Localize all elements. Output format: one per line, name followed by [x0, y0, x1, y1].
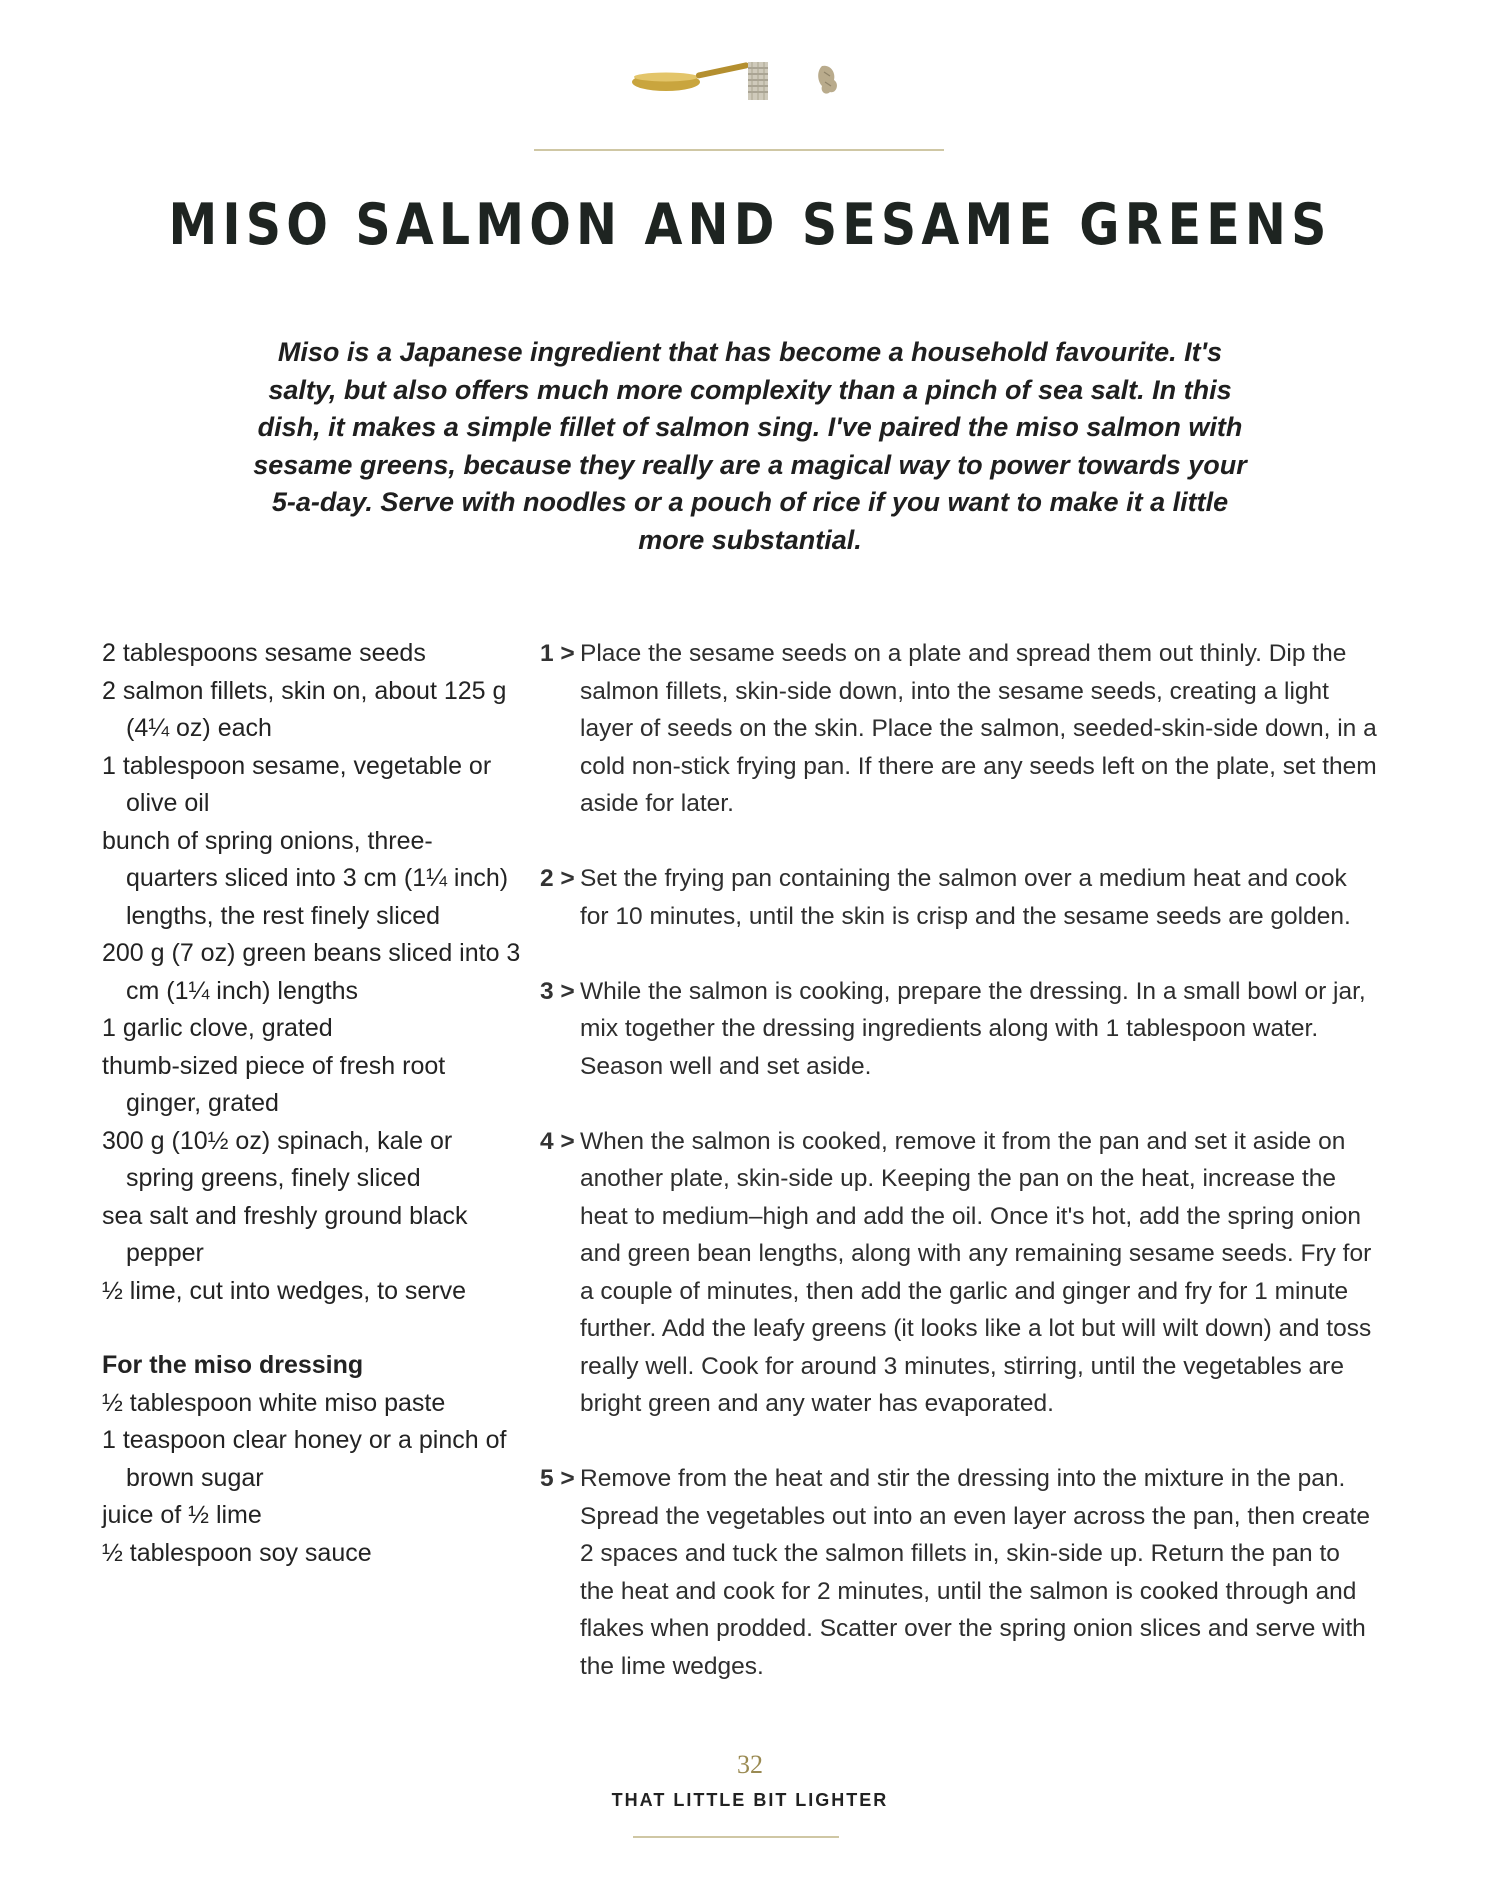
- step-text: When the salmon is cooked, remove it from the pan and set it aside on another plate, skin-side up. Keeping the pan on the heat, increase the heat to medium–high and add the oil. Once it's hot, add the spring onion and green bean lengths, along with any remaining sesame seeds. Fry for a couple of minutes, then add the garlic and ginger and fry for 1 minute further. Add the leafy greens (it looks like a lot but will wilt down) and toss really well. Cook for around 3 minutes, stirring, until the vegetables are bright green and any water has evaporated.: [580, 1127, 1372, 1417]
- recipe-icons: [630, 56, 850, 106]
- page-number: 32: [737, 1750, 763, 1779]
- ingredient-item: 2 tablespoons sesame seeds: [102, 639, 426, 667]
- method-step: [540, 635, 1380, 823]
- method-steps: [540, 635, 1380, 1723]
- dressing-item: ½ tablespoon white miso paste: [102, 1388, 446, 1417]
- dressing-item: juice of ½ lime: [102, 1501, 262, 1529]
- ingredient-item: 1 garlic clove, grated: [102, 1014, 333, 1042]
- ingredient-item: 1 tablespoon sesame, vegetable or olive oil: [102, 751, 492, 817]
- method-step: [540, 1460, 1380, 1685]
- bottom-divider: [633, 1836, 839, 1838]
- method-step: [540, 1123, 1380, 1423]
- dressing-item: ½ tablespoon soy sauce: [102, 1538, 372, 1567]
- ginger-icon: [818, 66, 837, 94]
- step-number: 4 >: [540, 1127, 575, 1155]
- ingredient-item: 300 g (10½ oz) spinach, kale or spring greens, finely sliced: [102, 1126, 453, 1192]
- step-text: While the salmon is cooking, prepare the dressing. In a small bowl or jar, mix together the dressing ingredients along with 1 tablespoon water. Season well and set aside.: [580, 977, 1366, 1080]
- method-step: [540, 860, 1380, 935]
- step-number: 1 >: [540, 640, 575, 667]
- top-divider: [534, 149, 944, 151]
- running-head: THAT LITTLE BIT LIGHTER: [611, 1790, 889, 1810]
- step-text: Remove from the heat and stir the dressing into the mixture in the pan. Spread the vegetables out into an even layer across the pan, then create 2 spaces and tuck the salmon fillets in, skin-side up. Return the pan to the heat and cook for 2 minutes, until the salmon is cooked through and flakes when prodded. Scatter over the spring onion slices and serve with the lime wedges.: [580, 1465, 1370, 1680]
- ingredient-item: 2 salmon fillets, skin on, about 125 g (4¼ oz) each: [102, 676, 507, 742]
- method-step: [540, 973, 1380, 1086]
- recipe-title: MISO SALMON AND SESAME GREENS: [168, 192, 1332, 258]
- ingredient-item: thumb-sized piece of fresh root ginger, grated: [102, 1051, 446, 1117]
- step-number: 3 >: [540, 977, 575, 1005]
- ingredient-item: ½ lime, cut into wedges, to serve: [102, 1276, 467, 1305]
- step-number: 5 >: [540, 1465, 575, 1492]
- recipe-intro: Miso is a Japanese ingredient that has become a household favourite. It's salty, but also offers much more complexity than a pinch of sea salt. In this dish, it makes a simple fillet of salmon sing. I've paired the miso salmon with sesame greens, because they really are a magical way to power towards your 5-a-day. Serve with noodles or a pouch of rice if you want to make it a little more substantial.: [253, 337, 1247, 555]
- step-text: Set the frying pan containing the salmon over a medium heat and cook for 10 minutes, until the skin is crisp and the sesame seeds are golden.: [580, 865, 1351, 930]
- ingredient-item: bunch of spring onions, three-quarters sliced into 3 cm (1¼ inch) lengths, the rest finely sliced: [102, 826, 509, 930]
- dressing-item: 1 teaspoon clear honey or a pinch of brown sugar: [102, 1426, 507, 1492]
- step-text: Place the sesame seeds on a plate and spread them out thinly. Dip the salmon fillets, skin-side down, into the sesame seeds, creating a light layer of seeds on the skin. Place the salmon, seeded-skin-side down, in a cold non-stick frying pan. If there are any seeds left on the plate, set them aside for later.: [580, 640, 1377, 817]
- ingredients-list: [102, 635, 522, 1572]
- noodle-block-icon: [748, 62, 768, 100]
- ingredient-item: sea salt and freshly ground black pepper: [102, 1201, 468, 1267]
- dressing-heading: For the miso dressing: [102, 1351, 364, 1379]
- ingredient-item: 200 g (7 oz) green beans sliced into 3 cm (1¼ inch) lengths: [102, 939, 521, 1005]
- step-number: 2 >: [540, 865, 575, 892]
- frying-pan-icon: [632, 62, 749, 91]
